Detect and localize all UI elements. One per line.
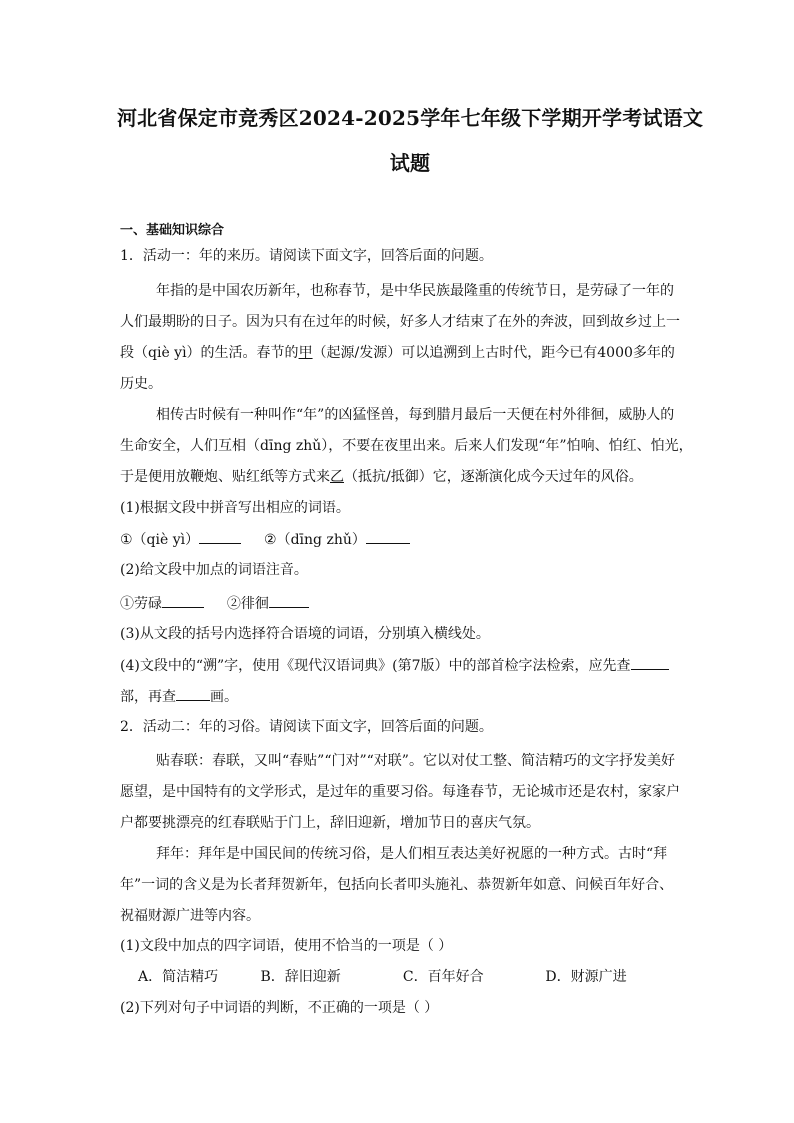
q1-passage-line	[120, 467, 680, 487]
passage-text: 于是便用放鞭炮、贴红纸等方式来	[120, 469, 330, 485]
section-heading: 一、基础知识综合	[120, 223, 225, 238]
q2-passage-line: 户都要挑漂亮的红春联贴于门上，辞旧迎新，增加节日的喜庆气氛。	[120, 815, 540, 831]
sub-question-4-continued	[120, 686, 680, 707]
blank-mark-jia: 甲	[298, 345, 313, 361]
q2-options-row	[138, 967, 698, 987]
q1-passage-line: 生命安全，人们互相（dīng zhǔ），不要在夜里出来。后来人们发现“年”怕响、怕红、怕光，	[120, 438, 693, 454]
answer-blank[interactable]	[631, 655, 669, 670]
passage-text: （抵抗/抵御）它，逐渐演化成今天过年的风俗。	[344, 469, 643, 485]
q1-passage-line: 相传古时候有一种叫作“年”的凶猛怪兽，每到腊月最后一天便在村外徘徊，威胁人的	[156, 407, 675, 423]
question-2-stem: 2．活动二：年的习俗。请阅读下面文字，回答后面的问题。	[120, 719, 493, 735]
question-text: (4)文段中的“溯”字，使用《现代汉语词典》(第7版）中的部首检字法检索，应先查	[120, 658, 631, 674]
answer-item-label: ①（qiè yì）	[120, 532, 200, 548]
answer-blank[interactable]	[366, 529, 410, 544]
q2-passage-line: 贴春联：春联，又叫“春贴”“门对”“对联”。它以对仗工整、简洁精巧的文字抒发美好	[156, 753, 675, 769]
blank-mark-yi: 乙	[330, 469, 344, 485]
sub-question-2-answers	[120, 593, 680, 614]
document-title: 河北省保定市竞秀区2024-2025学年七年级下学期开学考试语文	[116, 106, 704, 130]
question-text: 画。	[210, 689, 238, 705]
answer-item-label: ②（dīng zhǔ）	[264, 532, 366, 548]
question-1-stem: 1．活动一：年的来历。请阅读下面文字，回答后面的问题。	[120, 248, 493, 264]
option-c[interactable]: C．百年好合	[402, 969, 484, 985]
q2-passage-line: 拜年：拜年是中国民间的传统习俗，是人们相互表达美好祝愿的一种方式。古时“拜	[156, 846, 668, 862]
passage-text: 段（qiè yì）的生活。春节的	[120, 345, 299, 361]
q1-passage-line	[120, 343, 680, 363]
passage-text: （起源/发源）可以追溯到上古时代，距今已有4000多年的	[312, 345, 675, 361]
q1-passage-line: 历史。	[120, 376, 162, 392]
sub-question-1-answers	[120, 529, 680, 550]
question-text: 部，再查	[120, 689, 176, 705]
document-title-continued: 试题	[389, 151, 431, 175]
q2-passage-line: 年”一词的含义是为长者拜贺新年，包括向长者叩头施礼、恭贺新年如意、问候百年好合、	[120, 877, 674, 893]
sub-question-1: (1)根据文段中拼音写出相应的词语。	[120, 500, 350, 516]
answer-item-label: ②徘徊	[226, 596, 269, 612]
answer-blank[interactable]	[176, 686, 210, 701]
answer-item-label: ①劳碌	[120, 596, 162, 612]
q1-passage-line: 人们最期盼的日子。因为只有在过年的时候，好多人才结束了在外的奔波，回到故乡过上一	[120, 314, 680, 330]
answer-blank[interactable]	[269, 593, 309, 608]
q1-passage-line: 年指的是中国农历新年，也称春节，是中华民族最隆重的传统节日，是劳碌了一年的	[156, 283, 674, 299]
option-d[interactable]: D．财源广进	[545, 969, 627, 985]
option-b[interactable]: B．辞旧迎新	[260, 969, 341, 985]
q2-passage-line: 祝福财源广进等内容。	[120, 908, 260, 924]
answer-blank[interactable]	[162, 593, 204, 608]
sub-question-2: (2)给文段中加点的词语注音。	[120, 562, 308, 578]
sub-question-4	[120, 655, 680, 676]
sub-question-3: (3)从文段的括号内选择符合语境的词语，分别填入横线处。	[120, 626, 490, 642]
answer-blank[interactable]	[199, 529, 241, 544]
q2-sub-question-2: (2)下列对句子中词语的判断，不正确的一项是（ ）	[120, 1000, 439, 1016]
q2-passage-line: 愿望，是中国特有的文学形式，是过年的重要习俗。每逢春节，无论城市还是农村，家家户	[120, 784, 680, 800]
q2-sub-question-1: (1)文段中加点的四字词语，使用不恰当的一项是（ ）	[120, 938, 453, 954]
option-a[interactable]: A．简洁精巧	[138, 969, 219, 985]
